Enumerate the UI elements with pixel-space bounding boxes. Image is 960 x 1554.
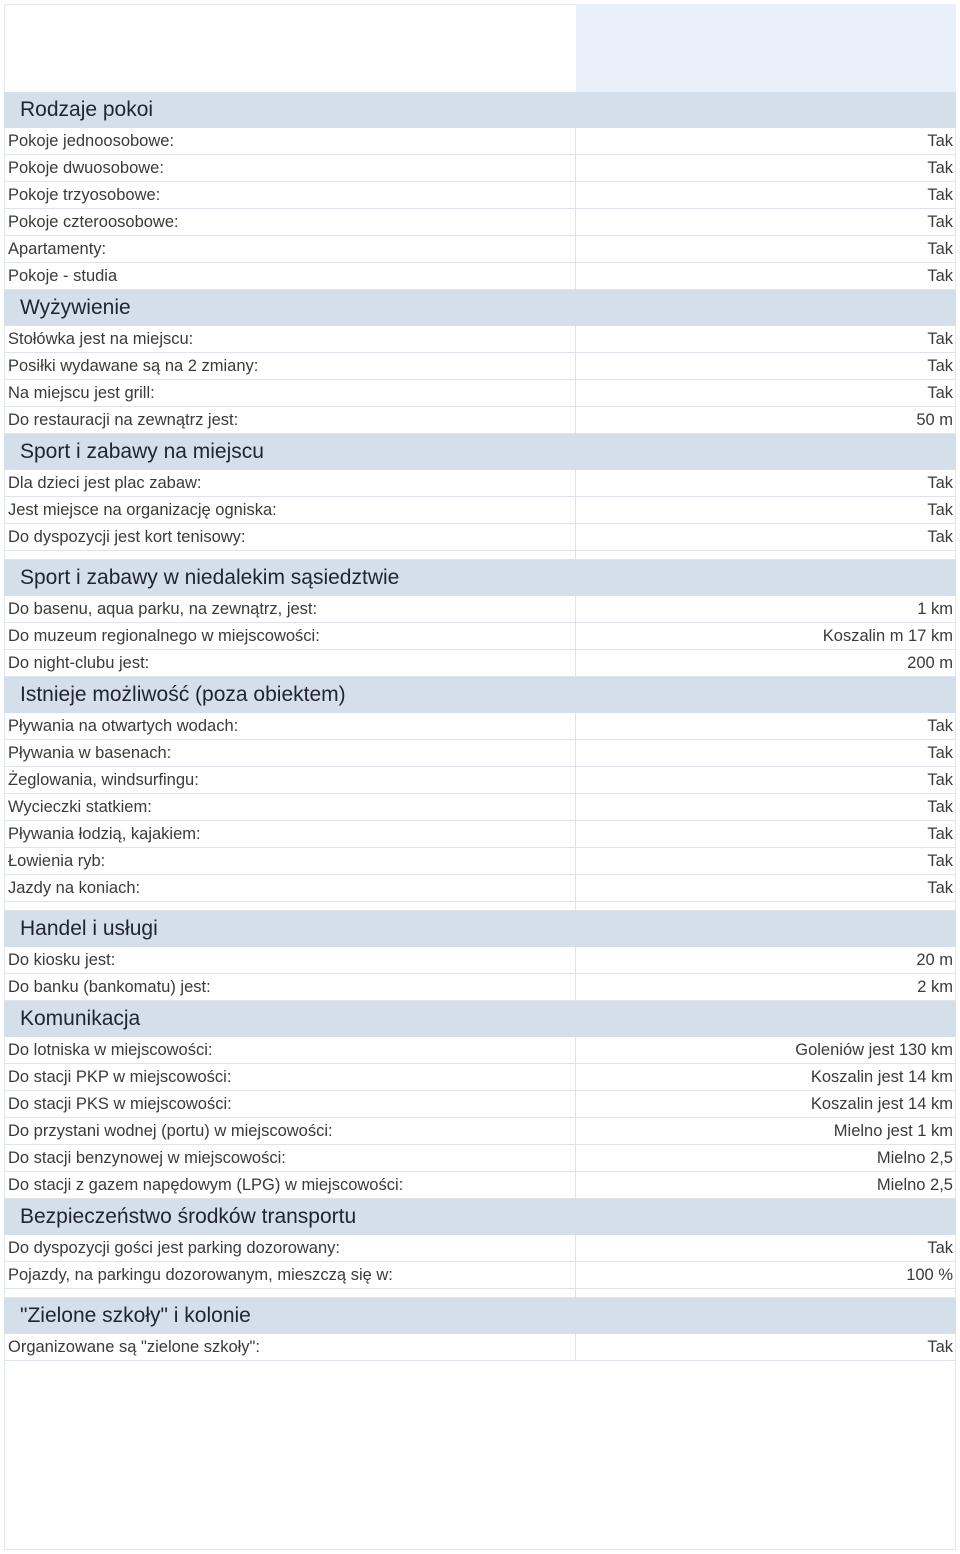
table-row	[4, 263, 956, 290]
row-value: Tak	[927, 473, 953, 492]
row-label: Łowienia ryb:	[4, 848, 576, 874]
row-value: 100 %	[906, 1265, 953, 1284]
row-value: Tak	[927, 824, 953, 843]
section-heading: Handel i usługi	[4, 911, 956, 947]
row-value: Tak	[927, 1337, 953, 1356]
table-row	[4, 326, 956, 353]
table-row	[4, 1118, 956, 1145]
table-row	[4, 974, 956, 1001]
table-row	[4, 236, 956, 263]
row-label: Do banku (bankomatu) jest:	[4, 974, 576, 1000]
row-value: Mielno 2,5	[876, 1148, 953, 1167]
row-label: Do stacji benzynowej w miejscowości:	[4, 1145, 576, 1171]
row-label: Stołówka jest na miejscu:	[4, 326, 576, 352]
row-label: Do stacji PKP w miejscowości:	[4, 1064, 576, 1090]
row-label: Na miejscu jest grill:	[4, 380, 576, 406]
row-label: Pokoje czteroosobowe:	[4, 209, 576, 235]
section-heading: Komunikacja	[4, 1001, 956, 1037]
row-label: Do stacji PKS w miejscowości:	[4, 1091, 576, 1117]
row-value: Mielno 2,5	[876, 1175, 953, 1194]
table-row	[4, 794, 956, 821]
table-row	[4, 767, 956, 794]
row-label: Jazdy na koniach:	[4, 875, 576, 901]
row-value: Koszalin m 17 km	[822, 626, 953, 645]
row-label: Do night-clubu jest:	[4, 650, 576, 676]
row-label: Wycieczki statkiem:	[4, 794, 576, 820]
section-heading: Wyżywienie	[4, 290, 956, 326]
spacer-row	[4, 902, 956, 911]
row-label: Do dyspozycji jest kort tenisowy:	[4, 524, 576, 550]
table-row	[4, 848, 956, 875]
row-value: Tak	[927, 527, 953, 546]
row-label: Do kiosku jest:	[4, 947, 576, 973]
row-label: Do lotniska w miejscowości:	[4, 1037, 576, 1063]
row-label: Do basenu, aqua parku, na zewnątrz, jest:	[4, 596, 576, 622]
row-label: Do dyspozycji gości jest parking dozorowany:	[4, 1235, 576, 1261]
row-label: Do stacji z gazem napędowym (LPG) w miejscowości:	[4, 1172, 576, 1198]
row-value: Tak	[927, 212, 953, 231]
table-row	[4, 1091, 956, 1118]
table-row	[4, 713, 956, 740]
row-value: 2 km	[917, 977, 953, 996]
table-row	[4, 947, 956, 974]
table-row	[4, 353, 956, 380]
row-value: Tak	[927, 239, 953, 258]
row-label: Posiłki wydawane są na 2 zmiany:	[4, 353, 576, 379]
row-value: Tak	[927, 1238, 953, 1257]
row-value: Tak	[927, 770, 953, 789]
row-value: 200 m	[907, 653, 953, 672]
table-row	[4, 209, 956, 236]
row-value: Koszalin jest 14 km	[810, 1067, 953, 1086]
row-label: Dla dzieci jest plac zabaw:	[4, 470, 576, 496]
row-label: Pokoje trzyosobowe:	[4, 182, 576, 208]
table-row	[4, 407, 956, 434]
row-value: Tak	[927, 383, 953, 402]
table-row	[4, 155, 956, 182]
row-label: Żeglowania, windsurfingu:	[4, 767, 576, 793]
table-row	[4, 1037, 956, 1064]
row-value: Tak	[927, 797, 953, 816]
table-row	[4, 1064, 956, 1091]
row-label: Pływania łodzią, kajakiem:	[4, 821, 576, 847]
table-row	[4, 182, 956, 209]
row-label: Jest miejsce na organizację ogniska:	[4, 497, 576, 523]
row-value: 50 m	[916, 410, 953, 429]
row-label: Pływania na otwartych wodach:	[4, 713, 576, 739]
row-value: Tak	[927, 500, 953, 519]
row-label: Pływania w basenach:	[4, 740, 576, 766]
table-row	[4, 596, 956, 623]
table-row	[4, 1235, 956, 1262]
row-value: 1 km	[917, 599, 953, 618]
row-value: Tak	[927, 329, 953, 348]
table-row	[4, 1334, 956, 1361]
row-value: Tak	[927, 131, 953, 150]
row-value: Tak	[927, 716, 953, 735]
row-label: Pokoje - studia	[4, 263, 576, 289]
section-heading: Sport i zabawy w niedalekim sąsiedztwie	[4, 560, 956, 596]
row-label: Apartamenty:	[4, 236, 576, 262]
row-value: Tak	[927, 266, 953, 285]
table-row	[4, 380, 956, 407]
table-row	[4, 1262, 956, 1289]
table-row	[4, 470, 956, 497]
section-heading: Rodzaje pokoi	[4, 92, 956, 128]
row-value: Koszalin jest 14 km	[810, 1094, 953, 1113]
row-value: Tak	[927, 851, 953, 870]
row-label: Do muzeum regionalnego w miejscowości:	[4, 623, 576, 649]
row-value: Tak	[927, 878, 953, 897]
row-label: Pokoje jednoosobowe:	[4, 128, 576, 154]
row-label: Do restauracji na zewnątrz jest:	[4, 407, 576, 433]
spacer-row	[4, 1289, 956, 1298]
top-band	[576, 4, 956, 92]
row-label: Do przystani wodnej (portu) w miejscowości:	[4, 1118, 576, 1144]
table-row	[4, 740, 956, 767]
row-label: Pokoje dwuosobowe:	[4, 155, 576, 181]
section-heading: Sport i zabawy na miejscu	[4, 434, 956, 470]
table-row	[4, 128, 956, 155]
table-row	[4, 1145, 956, 1172]
section-heading: "Zielone szkoły" i kolonie	[4, 1298, 956, 1334]
table-row	[4, 875, 956, 902]
table-row	[4, 623, 956, 650]
row-value: 20 m	[916, 950, 953, 969]
table-row	[4, 1172, 956, 1199]
spacer-row	[4, 551, 956, 560]
row-value: Tak	[927, 185, 953, 204]
row-value: Tak	[927, 158, 953, 177]
row-value: Tak	[927, 356, 953, 375]
table-row	[4, 524, 956, 551]
row-value: Goleniów jest 130 km	[795, 1040, 953, 1059]
row-value: Mielno jest 1 km	[833, 1121, 953, 1140]
row-label: Organizowane są "zielone szkoły":	[4, 1334, 576, 1360]
table-row	[4, 821, 956, 848]
row-label: Pojazdy, na parkingu dozorowanym, mieszczą się w:	[4, 1262, 576, 1288]
facilities-table	[4, 92, 956, 1361]
section-heading: Istnieje możliwość (poza obiektem)	[4, 677, 956, 713]
table-row	[4, 650, 956, 677]
section-heading: Bezpieczeństwo środków transportu	[4, 1199, 956, 1235]
table-row	[4, 497, 956, 524]
row-value: Tak	[927, 743, 953, 762]
